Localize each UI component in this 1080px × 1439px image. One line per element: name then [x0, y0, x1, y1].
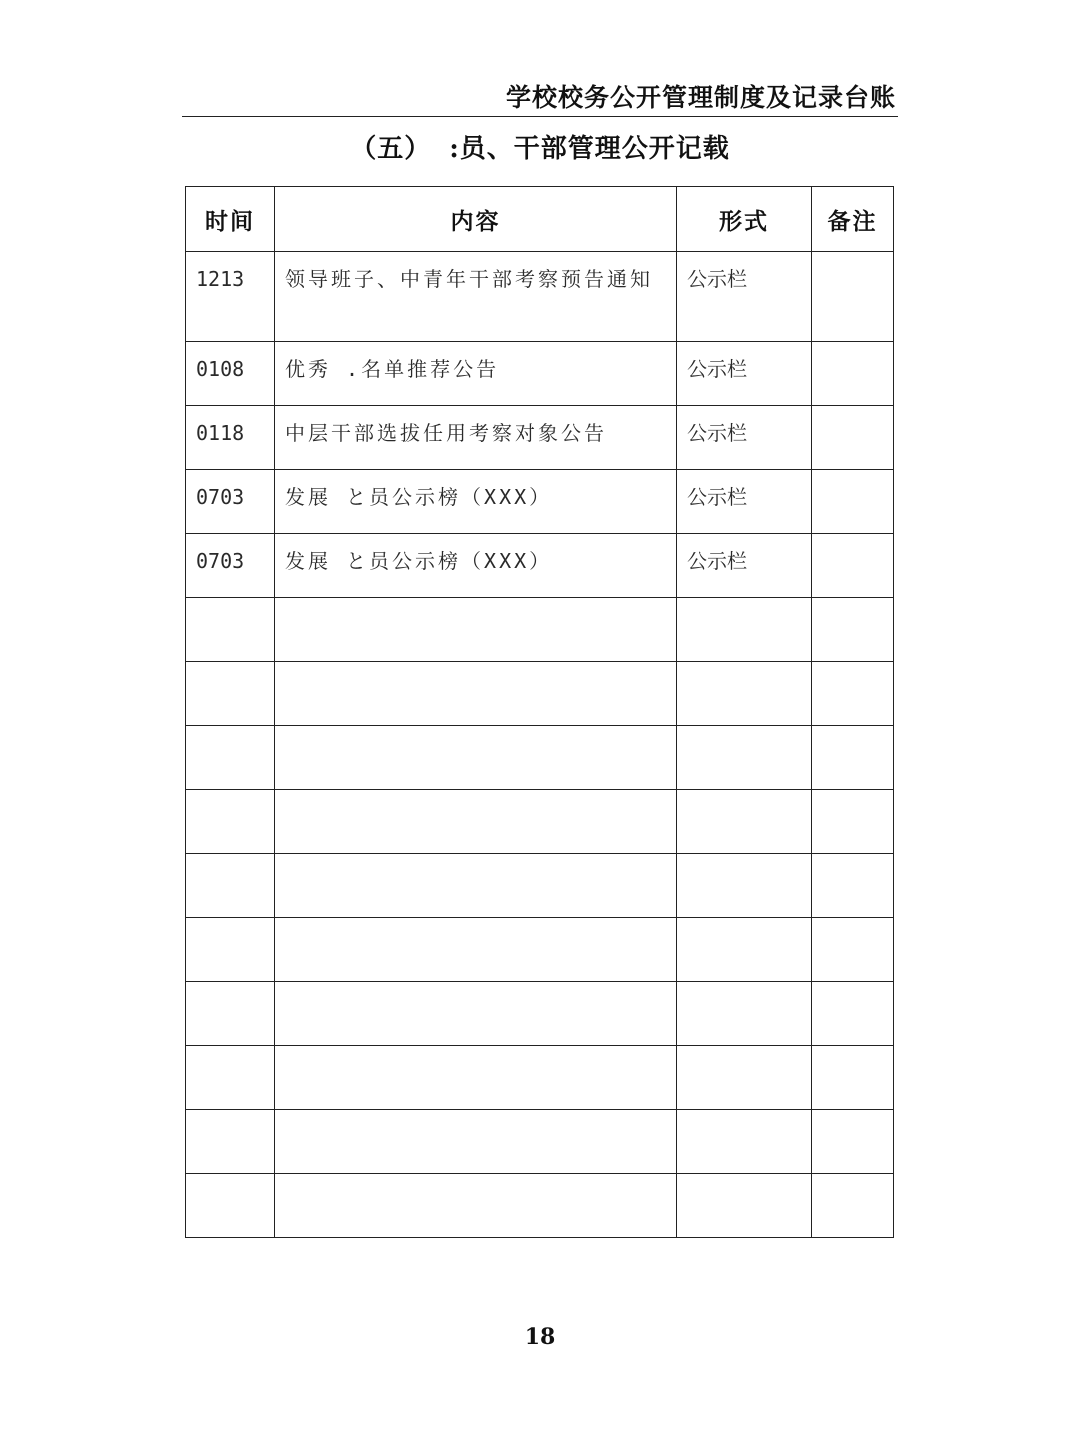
form-cell — [677, 598, 812, 662]
time-cell — [186, 662, 275, 726]
page-header — [182, 76, 898, 117]
form-cell — [677, 662, 812, 726]
content-cell — [275, 598, 677, 662]
form-cell: 公示栏 — [677, 470, 812, 534]
time-cell — [186, 982, 275, 1046]
note-cell — [812, 470, 894, 534]
content-cell — [275, 726, 677, 790]
content-cell: 领导班子、中青年干部考察预告通知 — [275, 252, 677, 342]
content-cell — [275, 1174, 677, 1238]
content-cell — [275, 662, 677, 726]
form-cell — [677, 790, 812, 854]
content-cell — [275, 918, 677, 982]
form-cell — [677, 982, 812, 1046]
time-cell — [186, 1046, 275, 1110]
note-cell — [812, 406, 894, 470]
note-cell — [812, 1110, 894, 1174]
column-header-form: 形式 — [677, 187, 812, 252]
note-cell — [812, 790, 894, 854]
page-number: 18 — [524, 1324, 556, 1350]
table-row — [186, 726, 894, 790]
content-cell — [275, 1046, 677, 1110]
time-cell: 0703 — [186, 470, 275, 534]
time-cell: 0703 — [186, 534, 275, 598]
form-cell — [677, 854, 812, 918]
form-cell: 公示栏 — [677, 252, 812, 342]
form-cell: 公示栏 — [677, 342, 812, 406]
time-cell: 0108 — [186, 342, 275, 406]
table-row — [186, 252, 894, 342]
table-row — [186, 854, 894, 918]
form-cell — [677, 918, 812, 982]
column-header-content: 内容 — [275, 187, 677, 252]
time-cell — [186, 726, 275, 790]
table-row — [186, 406, 894, 470]
form-cell: 公示栏 — [677, 406, 812, 470]
section-title — [0, 128, 1080, 165]
time-cell: 1213 — [186, 252, 275, 342]
table-row — [186, 1110, 894, 1174]
note-cell — [812, 252, 894, 342]
form-cell — [677, 726, 812, 790]
section-heading: :员、干部管理公开记载 — [449, 134, 730, 164]
record-table — [185, 186, 894, 1238]
time-cell: 0118 — [186, 406, 275, 470]
form-cell — [677, 1174, 812, 1238]
table-row — [186, 662, 894, 726]
time-cell — [186, 1110, 275, 1174]
note-cell — [812, 918, 894, 982]
column-header-time: 时间 — [186, 187, 275, 252]
content-cell: 发展 と员公示榜（XXX） — [275, 470, 677, 534]
note-cell — [812, 1046, 894, 1110]
form-cell — [677, 1046, 812, 1110]
content-cell: 优秀 .名单推荐公告 — [275, 342, 677, 406]
note-cell — [812, 342, 894, 406]
table-row — [186, 1046, 894, 1110]
form-cell — [677, 1110, 812, 1174]
column-header-note: 备注 — [812, 187, 894, 252]
note-cell — [812, 1174, 894, 1238]
note-cell — [812, 662, 894, 726]
time-cell — [186, 1174, 275, 1238]
section-number: （五） — [350, 134, 432, 164]
time-cell — [186, 854, 275, 918]
content-cell — [275, 790, 677, 854]
time-cell — [186, 598, 275, 662]
time-cell — [186, 918, 275, 982]
note-cell — [812, 534, 894, 598]
note-cell — [812, 598, 894, 662]
table-row — [186, 470, 894, 534]
table-row — [186, 982, 894, 1046]
content-cell: 中层干部选拔任用考察对象公告 — [275, 406, 677, 470]
content-cell — [275, 982, 677, 1046]
content-cell: 发展 と员公示榜（XXX） — [275, 534, 677, 598]
note-cell — [812, 854, 894, 918]
note-cell — [812, 982, 894, 1046]
header-title: 学校校务公开管理制度及记录台账 — [505, 83, 896, 112]
content-cell — [275, 854, 677, 918]
note-cell — [812, 726, 894, 790]
table-row — [186, 918, 894, 982]
form-cell: 公示栏 — [677, 534, 812, 598]
time-cell — [186, 790, 275, 854]
table-header-row — [186, 187, 894, 252]
table-row — [186, 342, 894, 406]
table-row — [186, 790, 894, 854]
table-row — [186, 1174, 894, 1238]
table-row — [186, 598, 894, 662]
content-cell — [275, 1110, 677, 1174]
table-row — [186, 534, 894, 598]
